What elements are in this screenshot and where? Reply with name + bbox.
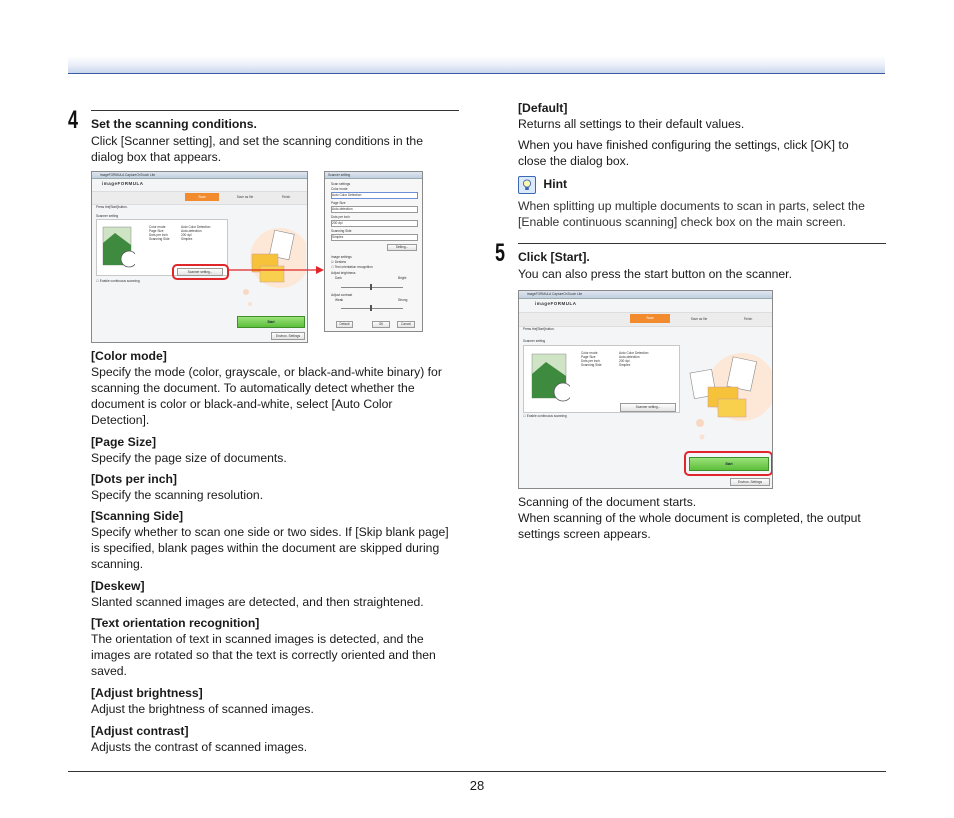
environment-settings-button[interactable]: Environ. Settings bbox=[271, 332, 305, 340]
press-start-text: Press the[Start]button. bbox=[96, 205, 128, 209]
main-window-screenshot bbox=[91, 171, 308, 343]
term-desc: Returns all settings to their default values. bbox=[518, 117, 745, 131]
term-adjust-contrast: [Adjust contrast] bbox=[91, 724, 189, 738]
term-deskew: [Deskew] bbox=[91, 579, 145, 593]
start-button[interactable]: Start bbox=[237, 316, 305, 328]
deskew-checkbox[interactable]: ☑ Deskew bbox=[331, 260, 347, 264]
text-orientation-checkbox[interactable]: ☐ Text orientation recognition bbox=[331, 265, 373, 269]
ok-button[interactable]: OK bbox=[372, 321, 390, 328]
contrast-slider[interactable] bbox=[341, 308, 403, 309]
hint-label: Hint bbox=[543, 177, 568, 192]
term-desc: scanning. bbox=[91, 557, 144, 571]
highlight-ring bbox=[172, 264, 229, 280]
result-line: Scanning of the document starts. bbox=[518, 495, 697, 509]
hint-text: When splitting up multiple documents to scan in parts, select the [Enable continuous scanning] check box on the main screen. bbox=[518, 199, 865, 229]
step-intro: You can also press the start button on the scanner. bbox=[518, 267, 792, 281]
settings-values: Auto Color Detection Auto-detection 200 dpi Simplex bbox=[181, 225, 211, 241]
setting-button[interactable]: Setting... bbox=[387, 244, 417, 251]
window-title: imageFORMULA CaptureOnTouch Lite bbox=[100, 173, 156, 177]
ok-instruction: When you have finished configuring the settings, click [OK] to bbox=[518, 138, 849, 152]
page-size-select[interactable]: Auto-detection bbox=[331, 206, 418, 213]
hint-heading bbox=[518, 176, 888, 194]
dialog-label: Page Size bbox=[331, 201, 346, 205]
dialog-label: Color mode bbox=[331, 187, 348, 191]
slider-max-label: Strong bbox=[398, 298, 408, 302]
tab-save-as-file[interactable]: Save as file bbox=[690, 317, 708, 321]
term-desc: Specify the mode (color, grayscale, or black-and-white binary) for bbox=[91, 365, 442, 379]
step-title: Set the scanning conditions. bbox=[91, 117, 257, 131]
ok-instruction: close the dialog box. bbox=[518, 154, 630, 168]
continuous-scan-checkbox[interactable]: ☐ Enable continuous scanning bbox=[523, 414, 567, 418]
dialog-label: Dots per inch bbox=[331, 215, 350, 219]
term-desc: Specify the scanning resolution. bbox=[91, 488, 264, 502]
tab-finish[interactable]: Finish bbox=[743, 317, 753, 321]
term-desc: Slanted scanned images are detected, and then straightened. bbox=[91, 595, 424, 609]
color-mode-select[interactable]: Auto Color Detection bbox=[331, 192, 418, 199]
dialog-titlebar bbox=[325, 172, 422, 179]
scanner-setting-dialog-screenshot bbox=[324, 171, 423, 332]
footer-divider bbox=[68, 771, 886, 772]
dialog-title: Scanner setting bbox=[328, 173, 351, 177]
term-desc: Adjusts the contrast of scanned images. bbox=[91, 740, 308, 754]
scanning-side-select[interactable]: Simplex bbox=[331, 234, 418, 241]
press-start-text: Press the[Start]button. bbox=[523, 327, 555, 331]
default-button[interactable]: Default bbox=[336, 321, 353, 328]
term-color-mode: [Color mode] bbox=[91, 349, 167, 363]
document-preview-icon bbox=[530, 352, 570, 404]
step-title: Click [Start]. bbox=[518, 250, 590, 264]
scanner-setting-button[interactable]: Scanner setting... bbox=[177, 268, 223, 276]
slider-min-label: Weak bbox=[335, 298, 344, 302]
slider-min-label: Dark bbox=[335, 276, 342, 280]
term-desc: document is color or black-and-white, select [Auto Color bbox=[91, 397, 393, 411]
term-desc: Detection]. bbox=[91, 413, 150, 427]
step-number: 4 bbox=[68, 106, 79, 134]
term-dots-per-inch: [Dots per inch] bbox=[91, 472, 177, 486]
panel-label: Scanner setting bbox=[523, 339, 546, 343]
settings-descriptions bbox=[91, 348, 463, 755]
settings-keys: Color mode Page Size Dots per inch Scanning Side bbox=[149, 225, 170, 241]
brand-logo: imageFORMULA bbox=[535, 301, 577, 306]
step-divider bbox=[518, 243, 886, 244]
term-desc: is specified, blank pages within the document are skipped during bbox=[91, 541, 440, 555]
start-button[interactable]: Start bbox=[689, 457, 769, 471]
window-title: imageFORMULA CaptureOnTouch Lite bbox=[527, 292, 583, 296]
brightness-slider-thumb[interactable] bbox=[370, 284, 372, 290]
dialog-section-label: Scan settings bbox=[331, 182, 351, 186]
brightness-slider[interactable] bbox=[341, 287, 403, 288]
tab-finish[interactable]: Finish bbox=[281, 195, 291, 199]
term-default: [Default] bbox=[518, 101, 568, 115]
term-desc: Adjust the brightness of scanned images. bbox=[91, 702, 314, 716]
term-desc: images are rotated so that the text is correctly oriented and then bbox=[91, 648, 436, 662]
hint-box bbox=[518, 176, 888, 230]
step-intro bbox=[91, 133, 461, 165]
arrow-icon bbox=[226, 262, 326, 276]
window-titlebar bbox=[92, 172, 307, 179]
cancel-button[interactable]: Cancel bbox=[397, 321, 415, 328]
default-section bbox=[518, 100, 888, 169]
settings-values: Auto Color Detection Auto-detection 200 dpi Simplex bbox=[619, 351, 649, 367]
dialog-label: Adjust brightness bbox=[331, 271, 356, 275]
contrast-slider-thumb[interactable] bbox=[370, 305, 372, 311]
scanner-setting-button[interactable]: Scanner setting... bbox=[620, 403, 676, 412]
dialog-section-label: Image settings bbox=[331, 255, 352, 259]
result-line: When scanning of the whole document is completed, the output bbox=[518, 511, 861, 525]
term-desc: scanning the document. To automatically detect whether the bbox=[91, 381, 415, 395]
main-window-start-screenshot bbox=[518, 290, 773, 489]
panel-label: Scanner setting bbox=[96, 214, 119, 218]
folder-illustration-icon bbox=[684, 351, 772, 451]
term-desc: Specify whether to scan one side or two sides. If [Skip blank page] bbox=[91, 525, 449, 539]
term-desc: saved. bbox=[91, 664, 127, 678]
intro-line: Click [Scanner setting], and set the scanning conditions in the bbox=[91, 134, 423, 148]
header-bar bbox=[68, 56, 885, 74]
step-divider bbox=[91, 110, 459, 111]
document-preview-icon bbox=[101, 225, 135, 269]
page-number: 28 bbox=[469, 778, 485, 793]
dialog-label: Scanning Side bbox=[331, 229, 352, 233]
term-desc: The orientation of text in scanned images is detected, and the bbox=[91, 632, 424, 646]
tab-scan[interactable]: Scan bbox=[630, 314, 670, 323]
highlight-ring bbox=[684, 451, 773, 476]
settings-keys: Color mode Page Size Dots per inch Scanning Side bbox=[581, 351, 602, 367]
environment-settings-button[interactable]: Environ. Settings bbox=[730, 478, 770, 486]
slider-max-label: Bright bbox=[398, 276, 407, 280]
step-result bbox=[518, 494, 888, 542]
term-desc: Specify the page size of documents. bbox=[91, 451, 287, 465]
term-scanning-side: [Scanning Side] bbox=[91, 509, 184, 523]
term-text-orientation: [Text orientation recognition] bbox=[91, 616, 260, 630]
dialog-label: Adjust contrast bbox=[331, 293, 353, 297]
brand-logo: imageFORMULA bbox=[102, 181, 144, 186]
dpi-select[interactable]: 200 dpi bbox=[331, 220, 418, 227]
result-line: settings screen appears. bbox=[518, 527, 651, 541]
intro-line: dialog box that appears. bbox=[91, 150, 222, 164]
term-adjust-brightness: [Adjust brightness] bbox=[91, 686, 203, 700]
step-number: 5 bbox=[495, 239, 506, 267]
tab-scan[interactable]: Scan bbox=[185, 193, 219, 201]
tab-save-as-file[interactable]: Save as file bbox=[236, 195, 254, 199]
continuous-scan-checkbox[interactable]: ☐ Enable continuous scanning bbox=[96, 279, 140, 283]
window-titlebar bbox=[519, 291, 772, 299]
term-page-size: [Page Size] bbox=[91, 435, 157, 449]
lightbulb-icon bbox=[518, 176, 536, 194]
